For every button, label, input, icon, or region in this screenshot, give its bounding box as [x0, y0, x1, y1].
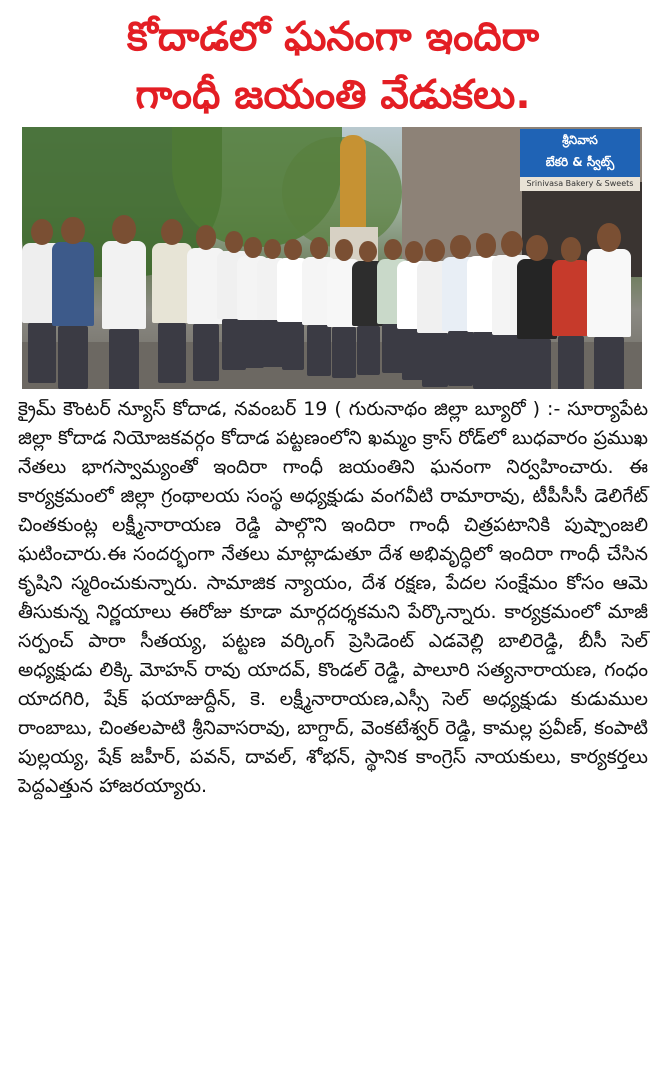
- person-legs: [523, 339, 551, 389]
- shop-sign-line-2: బేకరి & స్వీట్స్: [545, 155, 615, 169]
- person-head: [450, 235, 470, 259]
- person-body: [152, 243, 192, 323]
- person-legs: [242, 320, 264, 368]
- person-body: [517, 259, 557, 339]
- person-head: [196, 225, 217, 250]
- person-head: [112, 215, 136, 244]
- person-legs: [282, 322, 304, 370]
- person-legs: [28, 323, 56, 383]
- person-head: [425, 239, 445, 262]
- person-legs: [558, 336, 585, 389]
- headline-line-2: గాంధీ జయంతి వేడుకలు.: [135, 72, 531, 118]
- person-head: [161, 219, 183, 245]
- person-legs: [158, 323, 186, 383]
- person-body: [587, 249, 631, 337]
- headline-line-1: కోదాడలో ఘనంగా ఇందిరా: [126, 14, 540, 60]
- shop-sign-line-1: శ్రీనివాస: [562, 133, 598, 147]
- person-legs: [473, 332, 500, 389]
- person-legs: [422, 333, 447, 387]
- person-legs: [307, 325, 331, 376]
- headline: [0, 8, 666, 124]
- person-head: [526, 235, 548, 261]
- event-photo: [22, 127, 642, 389]
- person-body: [552, 260, 590, 336]
- person-head: [476, 233, 497, 258]
- person-legs: [594, 337, 625, 389]
- person-head: [264, 239, 281, 259]
- person-head: [225, 231, 244, 253]
- person-head: [384, 239, 402, 260]
- person-head: [501, 231, 523, 257]
- person-head: [244, 237, 262, 258]
- shop-sign: [520, 129, 640, 177]
- person-legs: [448, 331, 474, 386]
- person-legs: [193, 324, 220, 381]
- person-head: [310, 237, 329, 259]
- person-head: [61, 217, 84, 244]
- person-legs: [109, 329, 140, 389]
- person-body: [52, 242, 94, 326]
- person-legs: [498, 335, 526, 389]
- person-head: [284, 239, 302, 260]
- person-legs: [332, 327, 356, 378]
- person-legs: [262, 320, 284, 367]
- person-body: [102, 241, 146, 329]
- person-legs: [58, 326, 87, 389]
- person-head: [31, 219, 53, 245]
- person-head: [597, 223, 621, 252]
- person-head: [561, 237, 582, 262]
- person-legs: [357, 326, 380, 375]
- article-body: క్రైమ్ కౌంటర్ న్యూస్ కోదాడ, నవంబర్ 19 ( గురునాథం జిల్లా బ్యూరో ) :- సూర్యాపేట జిల్లా కోదాడ నియోజకవర్గం కోదాడ పట్టణంలోని ఖమ్మం క్రాస్ రోడ్‌లో బుధవారం ప్రముఖ నేతలు భాగస్వామ్యంతో ఇందిరా గాంధీ జయంతిని ఘనంగా నిర్వహించారు. ఈ కార్యక్రమంలో జిల్లా గ్రంథాలయ సంస్థ అధ్యక్షుడు వంగవీటి రామారావు, టీపీసీసీ డెలిగేట్ చింతకుంట్ల లక్ష్మీనారాయణ రెడ్డి పాల్గొని ఇందిరా గాంధీ చిత్రపటానికి పుష్పాంజలి ఘటించారు.ఈ సందర్భంగా నేతలు మాట్లాడుతూ దేశ అభివృద్ధిలో ఇందిరా గాంధీ చేసిన కృషిని స్మరించుకున్నారు. సామాజిక న్యాయం, దేశ రక్షణ, పేదల సంక్షేమం కోసం ఆమె తీసుకున్న నిర్ణయాలు ఈరోజు కూడా మార్గదర్శకమని పేర్కొన్నారు. కార్యక్రమంలో మాజీ సర్పంచ్ పారా సీతయ్య, పట్టణ వర్కింగ్ ప్రెసిడెంట్ ఎడవెల్లి బాలిరెడ్డి, బీసీ సెల్ అధ్యక్షుడు లిక్కి మోహన్ రావు యాదవ్, కొండల్ రెడ్డి, పాలూరి సత్యనారాయణ, గంధం యాదగిరి, షేక్ ఫయాజుద్దీన్, కె. లక్ష్మీనారాయణ,ఎస్సీ సెల్ అధ్యక్షుడు కుడుముల రాంబాబు, చింతలపాటి శ్రీనివాసరావు, బాగ్దాద్, వెంకటేశ్వర్ రెడ్డి, కామల్ల ప్రవీణ్, కంపాటి పుల్లయ్య, షేక్ జహీర్, పవన్, దావల్, శోభన్, స్థానిక కాంగ్రెస్ నాయకులు, కార్యకర్తలు పెద్దఎత్తున హాజరయ్యారు.: [18, 398, 648, 797]
- statue: [340, 135, 366, 235]
- shop-sign-subtitle: Srinivasa Bakery & Sweets: [520, 177, 640, 191]
